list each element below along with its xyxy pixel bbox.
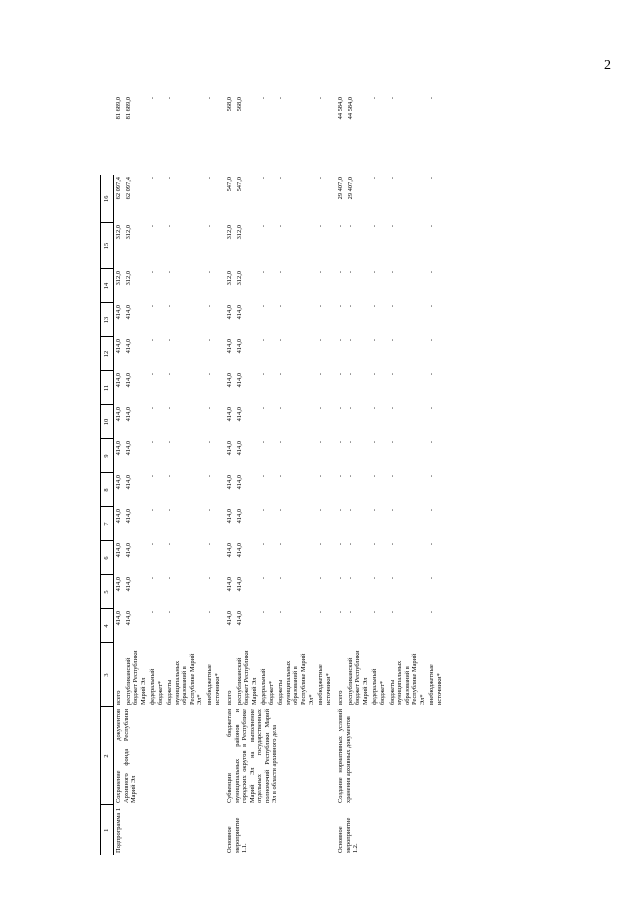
funding-value: - bbox=[346, 577, 354, 580]
funding-value: 312,0 bbox=[235, 225, 243, 240]
funding-value: - bbox=[388, 407, 396, 410]
funding-value: 312,0 bbox=[226, 271, 234, 286]
funding-value: - bbox=[277, 339, 285, 342]
funding-value: - bbox=[277, 441, 285, 444]
funding-value: 414,0 bbox=[235, 543, 243, 558]
funding-value: 414,0 bbox=[124, 475, 132, 490]
funding-value: 312,0 bbox=[124, 225, 132, 240]
funding-value: - bbox=[346, 339, 354, 342]
funding-value: - bbox=[317, 177, 325, 180]
funding-source: республиканский бюджет Республики Марий Эл bbox=[124, 650, 147, 705]
program-name: Субвенции бюджетам муниципальных районов и городских округов в Республике Марий Эл на выполнение отдельных государственных полномочий Республики Марий Эл в области архивного дела bbox=[226, 709, 279, 803]
funding-value: - bbox=[260, 271, 268, 274]
funding-value: - bbox=[166, 271, 174, 274]
funding-value: - bbox=[346, 225, 354, 228]
funding-value: - bbox=[277, 225, 285, 228]
funding-source: внебюджетные источники* bbox=[317, 664, 332, 705]
funding-value: 312,0 bbox=[124, 271, 132, 286]
column-number: 10 bbox=[101, 405, 114, 439]
column-number: 2 bbox=[101, 707, 114, 805]
funding-value: - bbox=[346, 611, 354, 614]
funding-value: - bbox=[206, 577, 214, 580]
funding-source: федеральный бюджет* bbox=[371, 668, 386, 705]
funding-value: 414,0 bbox=[226, 305, 234, 320]
funding-value: - bbox=[317, 225, 325, 228]
funding-source: бюджеты муниципальных образований в Республике Марий Эл* bbox=[388, 653, 426, 705]
funding-value: - bbox=[206, 441, 214, 444]
table-row bbox=[333, 95, 346, 855]
funding-value: - bbox=[260, 97, 268, 100]
funding-value: - bbox=[277, 373, 285, 376]
funding-source: внебюджетные источники* bbox=[428, 664, 443, 705]
funding-value: - bbox=[277, 407, 285, 410]
funding-value: 414,0 bbox=[235, 407, 243, 422]
funding-value: 547,0 bbox=[226, 177, 234, 192]
funding-source: внебюджетные источники* bbox=[206, 664, 221, 705]
funding-value: - bbox=[206, 373, 214, 376]
column-number: 6 bbox=[101, 541, 114, 575]
funding-value: - bbox=[277, 475, 285, 478]
funding-value: - bbox=[337, 373, 345, 376]
funding-value: - bbox=[206, 509, 214, 512]
funding-value: 414,0 bbox=[226, 611, 234, 626]
funding-value: - bbox=[371, 339, 379, 342]
funding-value: - bbox=[371, 577, 379, 580]
funding-value: 414,0 bbox=[115, 407, 122, 422]
funding-value: 414,0 bbox=[235, 305, 243, 320]
column-number: 8 bbox=[101, 473, 114, 507]
funding-value: - bbox=[149, 475, 157, 478]
funding-value: - bbox=[166, 97, 174, 100]
funding-value: - bbox=[371, 611, 379, 614]
funding-value: - bbox=[277, 577, 285, 580]
funding-value: - bbox=[337, 577, 345, 580]
table-body bbox=[114, 95, 445, 855]
funding-value: - bbox=[371, 543, 379, 546]
funding-value: 62 097,4 bbox=[124, 177, 132, 200]
column-number: 13 bbox=[101, 303, 114, 337]
funding-value: - bbox=[371, 373, 379, 376]
funding-value: - bbox=[388, 97, 396, 100]
funding-value: - bbox=[260, 509, 268, 512]
funding-value: 414,0 bbox=[115, 509, 122, 524]
funding-value: - bbox=[371, 97, 379, 100]
funding-value: - bbox=[260, 305, 268, 308]
column-number: 5 bbox=[101, 575, 114, 609]
funding-value: 414,0 bbox=[226, 509, 234, 524]
funding-value: - bbox=[346, 509, 354, 512]
funding-value: 312,0 bbox=[235, 271, 243, 286]
funding-value: - bbox=[317, 97, 325, 100]
funding-value: 414,0 bbox=[235, 475, 243, 490]
funding-value: 414,0 bbox=[226, 339, 234, 354]
funding-value: 414,0 bbox=[124, 407, 132, 422]
funding-value: - bbox=[149, 177, 157, 180]
funding-value: 414,0 bbox=[235, 373, 243, 388]
funding-value: 312,0 bbox=[115, 271, 122, 286]
funding-value: - bbox=[428, 373, 436, 376]
funding-table bbox=[100, 95, 444, 855]
funding-value: - bbox=[337, 543, 345, 546]
funding-value: - bbox=[428, 225, 436, 228]
funding-source: республиканский бюджет Республики Марий Эл bbox=[346, 650, 369, 705]
funding-value: - bbox=[149, 611, 157, 614]
funding-value: - bbox=[166, 611, 174, 614]
funding-value: 81 689,0 bbox=[124, 97, 132, 120]
funding-value: 81 689,0 bbox=[114, 97, 122, 120]
funding-value: - bbox=[260, 407, 268, 410]
funding-value: - bbox=[337, 271, 345, 274]
funding-value: - bbox=[428, 611, 436, 614]
funding-value: 414,0 bbox=[124, 543, 132, 558]
funding-value: - bbox=[428, 305, 436, 308]
funding-value: 414,0 bbox=[235, 577, 243, 592]
funding-value: - bbox=[428, 407, 436, 410]
funding-value: - bbox=[346, 407, 354, 410]
funding-value: - bbox=[206, 407, 214, 410]
funding-value: - bbox=[260, 577, 268, 580]
funding-value: - bbox=[346, 373, 354, 376]
funding-value: 414,0 bbox=[226, 373, 234, 388]
funding-value: - bbox=[260, 339, 268, 342]
funding-value: 414,0 bbox=[226, 441, 234, 456]
funding-value: - bbox=[317, 373, 325, 376]
funding-value: - bbox=[346, 271, 354, 274]
funding-value: - bbox=[166, 373, 174, 376]
funding-value: - bbox=[337, 611, 345, 614]
funding-value: 29 407,0 bbox=[346, 177, 354, 200]
funding-source: всего bbox=[337, 690, 345, 705]
funding-value: - bbox=[371, 407, 379, 410]
funding-value: - bbox=[317, 611, 325, 614]
funding-value: - bbox=[166, 305, 174, 308]
funding-value: - bbox=[277, 509, 285, 512]
funding-value: 414,0 bbox=[124, 611, 132, 626]
funding-value: - bbox=[206, 97, 214, 100]
funding-value: - bbox=[337, 339, 345, 342]
funding-value: - bbox=[337, 475, 345, 478]
funding-value: - bbox=[206, 225, 214, 228]
funding-value: - bbox=[317, 441, 325, 444]
funding-value: - bbox=[388, 225, 396, 228]
rotated-table-container bbox=[100, 95, 610, 855]
funding-value: - bbox=[317, 577, 325, 580]
funding-value: - bbox=[428, 97, 436, 100]
funding-value: 414,0 bbox=[124, 305, 132, 320]
funding-value: - bbox=[317, 509, 325, 512]
funding-value: - bbox=[166, 577, 174, 580]
funding-value: - bbox=[277, 97, 285, 100]
funding-value: - bbox=[149, 271, 157, 274]
funding-value: - bbox=[166, 543, 174, 546]
funding-value: - bbox=[277, 271, 285, 274]
column-number: 14 bbox=[101, 269, 114, 303]
funding-value: - bbox=[166, 339, 174, 342]
column-number: 1 bbox=[101, 805, 114, 855]
funding-value: 414,0 bbox=[124, 441, 132, 456]
funding-value: - bbox=[149, 509, 157, 512]
funding-source: республиканский бюджет Республики Марий Эл bbox=[235, 650, 258, 705]
column-number: 15 bbox=[101, 223, 114, 269]
funding-value: 414,0 bbox=[235, 611, 243, 626]
funding-value: - bbox=[388, 373, 396, 376]
funding-value: - bbox=[277, 611, 285, 614]
program-code: Основное мероприятие 1.2. bbox=[337, 817, 360, 853]
funding-value: 414,0 bbox=[115, 441, 122, 456]
funding-source: федеральный бюджет* bbox=[149, 668, 164, 705]
funding-value: - bbox=[371, 509, 379, 512]
funding-value: - bbox=[206, 475, 214, 478]
funding-value: - bbox=[206, 177, 214, 180]
funding-value: - bbox=[260, 441, 268, 444]
funding-value: - bbox=[317, 543, 325, 546]
funding-value: 414,0 bbox=[115, 475, 122, 490]
funding-value: - bbox=[149, 97, 157, 100]
funding-value: - bbox=[317, 271, 325, 274]
funding-value: - bbox=[388, 441, 396, 444]
funding-value: - bbox=[206, 305, 214, 308]
funding-value: 414,0 bbox=[124, 577, 132, 592]
funding-value: - bbox=[428, 543, 436, 546]
funding-value: - bbox=[371, 271, 379, 274]
column-number: 11 bbox=[101, 371, 114, 405]
funding-value: - bbox=[388, 475, 396, 478]
funding-value: - bbox=[346, 305, 354, 308]
funding-value: - bbox=[428, 475, 436, 478]
table-row bbox=[114, 95, 124, 855]
funding-value: - bbox=[337, 407, 345, 410]
column-number-row bbox=[101, 95, 114, 855]
column-number: 16 bbox=[101, 175, 114, 223]
program-code: Основное мероприятие 1.1. bbox=[226, 817, 249, 853]
funding-value: 547,0 bbox=[235, 177, 243, 192]
funding-source: бюджеты муниципальных образований в Республике Марий Эл* bbox=[277, 653, 315, 705]
funding-value: 414,0 bbox=[226, 543, 234, 558]
funding-value: 312,0 bbox=[115, 225, 122, 240]
funding-value: - bbox=[337, 225, 345, 228]
funding-value: - bbox=[166, 475, 174, 478]
funding-value: - bbox=[428, 441, 436, 444]
funding-source: федеральный бюджет* bbox=[260, 668, 275, 705]
funding-value: - bbox=[337, 305, 345, 308]
funding-value: 44 584,0 bbox=[346, 97, 354, 120]
funding-source: всего bbox=[226, 690, 234, 705]
funding-value: - bbox=[149, 373, 157, 376]
funding-value: - bbox=[371, 305, 379, 308]
funding-value: - bbox=[277, 177, 285, 180]
funding-value: 414,0 bbox=[226, 475, 234, 490]
funding-value: 414,0 bbox=[115, 611, 122, 626]
funding-value: - bbox=[206, 271, 214, 274]
funding-value: 414,0 bbox=[124, 373, 132, 388]
funding-value: - bbox=[428, 577, 436, 580]
funding-value: - bbox=[166, 177, 174, 180]
funding-value: - bbox=[371, 225, 379, 228]
funding-value: 414,0 bbox=[115, 577, 122, 592]
funding-value: - bbox=[260, 373, 268, 376]
funding-value: - bbox=[346, 475, 354, 478]
funding-value: - bbox=[149, 305, 157, 308]
funding-source: бюджеты муниципальных образований в Республике Марий Эл* bbox=[166, 653, 204, 705]
funding-value: - bbox=[166, 407, 174, 410]
funding-value: - bbox=[260, 543, 268, 546]
funding-value: 568,0 bbox=[226, 97, 234, 112]
funding-value: - bbox=[337, 441, 345, 444]
funding-value: - bbox=[388, 543, 396, 546]
funding-value: - bbox=[317, 407, 325, 410]
funding-value: - bbox=[260, 177, 268, 180]
funding-value: 414,0 bbox=[115, 373, 122, 388]
funding-value: 62 097,4 bbox=[115, 177, 122, 200]
funding-value: - bbox=[346, 441, 354, 444]
funding-value: - bbox=[166, 225, 174, 228]
funding-value: - bbox=[388, 509, 396, 512]
funding-value: 414,0 bbox=[124, 339, 132, 354]
funding-value: - bbox=[428, 177, 436, 180]
funding-value: 568,0 bbox=[235, 97, 243, 112]
funding-value: - bbox=[149, 577, 157, 580]
funding-value: 414,0 bbox=[235, 339, 243, 354]
funding-value: - bbox=[337, 509, 345, 512]
funding-value: - bbox=[260, 611, 268, 614]
program-name: Сохранение документов Архивного фонда Республики Марий Эл bbox=[115, 709, 138, 803]
funding-value: 414,0 bbox=[115, 339, 122, 354]
column-number: 3 bbox=[101, 643, 114, 707]
funding-value: - bbox=[428, 509, 436, 512]
funding-value: - bbox=[371, 177, 379, 180]
funding-value: - bbox=[260, 225, 268, 228]
funding-value: 414,0 bbox=[115, 305, 122, 320]
funding-value: - bbox=[166, 441, 174, 444]
funding-value: - bbox=[317, 475, 325, 478]
column-number: 12 bbox=[101, 337, 114, 371]
table-row bbox=[222, 95, 235, 855]
funding-value: - bbox=[371, 475, 379, 478]
funding-value: - bbox=[277, 543, 285, 546]
funding-value: - bbox=[166, 509, 174, 512]
funding-value: - bbox=[149, 441, 157, 444]
funding-value: - bbox=[428, 271, 436, 274]
funding-value: 414,0 bbox=[235, 509, 243, 524]
funding-value: - bbox=[388, 577, 396, 580]
program-code: Подпрограмма 1 bbox=[115, 807, 122, 853]
funding-value: 44 584,0 bbox=[337, 97, 345, 120]
funding-value: - bbox=[206, 611, 214, 614]
funding-value: 414,0 bbox=[235, 441, 243, 456]
funding-source: всего bbox=[115, 690, 122, 705]
program-name: Создание нормативных условий хранения архивных документов bbox=[337, 709, 352, 803]
funding-value: - bbox=[260, 475, 268, 478]
funding-value: 414,0 bbox=[124, 509, 132, 524]
funding-value: 414,0 bbox=[226, 407, 234, 422]
funding-value: - bbox=[388, 339, 396, 342]
column-number: 4 bbox=[101, 609, 114, 643]
funding-value: - bbox=[388, 305, 396, 308]
funding-value: - bbox=[317, 305, 325, 308]
funding-value: 29 407,0 bbox=[337, 177, 345, 200]
funding-value: - bbox=[149, 225, 157, 228]
page-number: 2 bbox=[604, 58, 611, 73]
column-number: 9 bbox=[101, 439, 114, 473]
funding-value: - bbox=[346, 543, 354, 546]
funding-value: - bbox=[388, 271, 396, 274]
funding-value: - bbox=[149, 339, 157, 342]
funding-value: - bbox=[206, 339, 214, 342]
funding-value: - bbox=[149, 407, 157, 410]
funding-value: - bbox=[317, 339, 325, 342]
funding-value: 414,0 bbox=[226, 577, 234, 592]
column-number: 7 bbox=[101, 507, 114, 541]
funding-value: - bbox=[149, 543, 157, 546]
funding-value: 312,0 bbox=[226, 225, 234, 240]
funding-value: - bbox=[388, 177, 396, 180]
funding-value: - bbox=[206, 543, 214, 546]
funding-value: - bbox=[428, 339, 436, 342]
funding-value: - bbox=[371, 441, 379, 444]
funding-value: - bbox=[388, 611, 396, 614]
funding-value: - bbox=[277, 305, 285, 308]
funding-value: 414,0 bbox=[115, 543, 122, 558]
